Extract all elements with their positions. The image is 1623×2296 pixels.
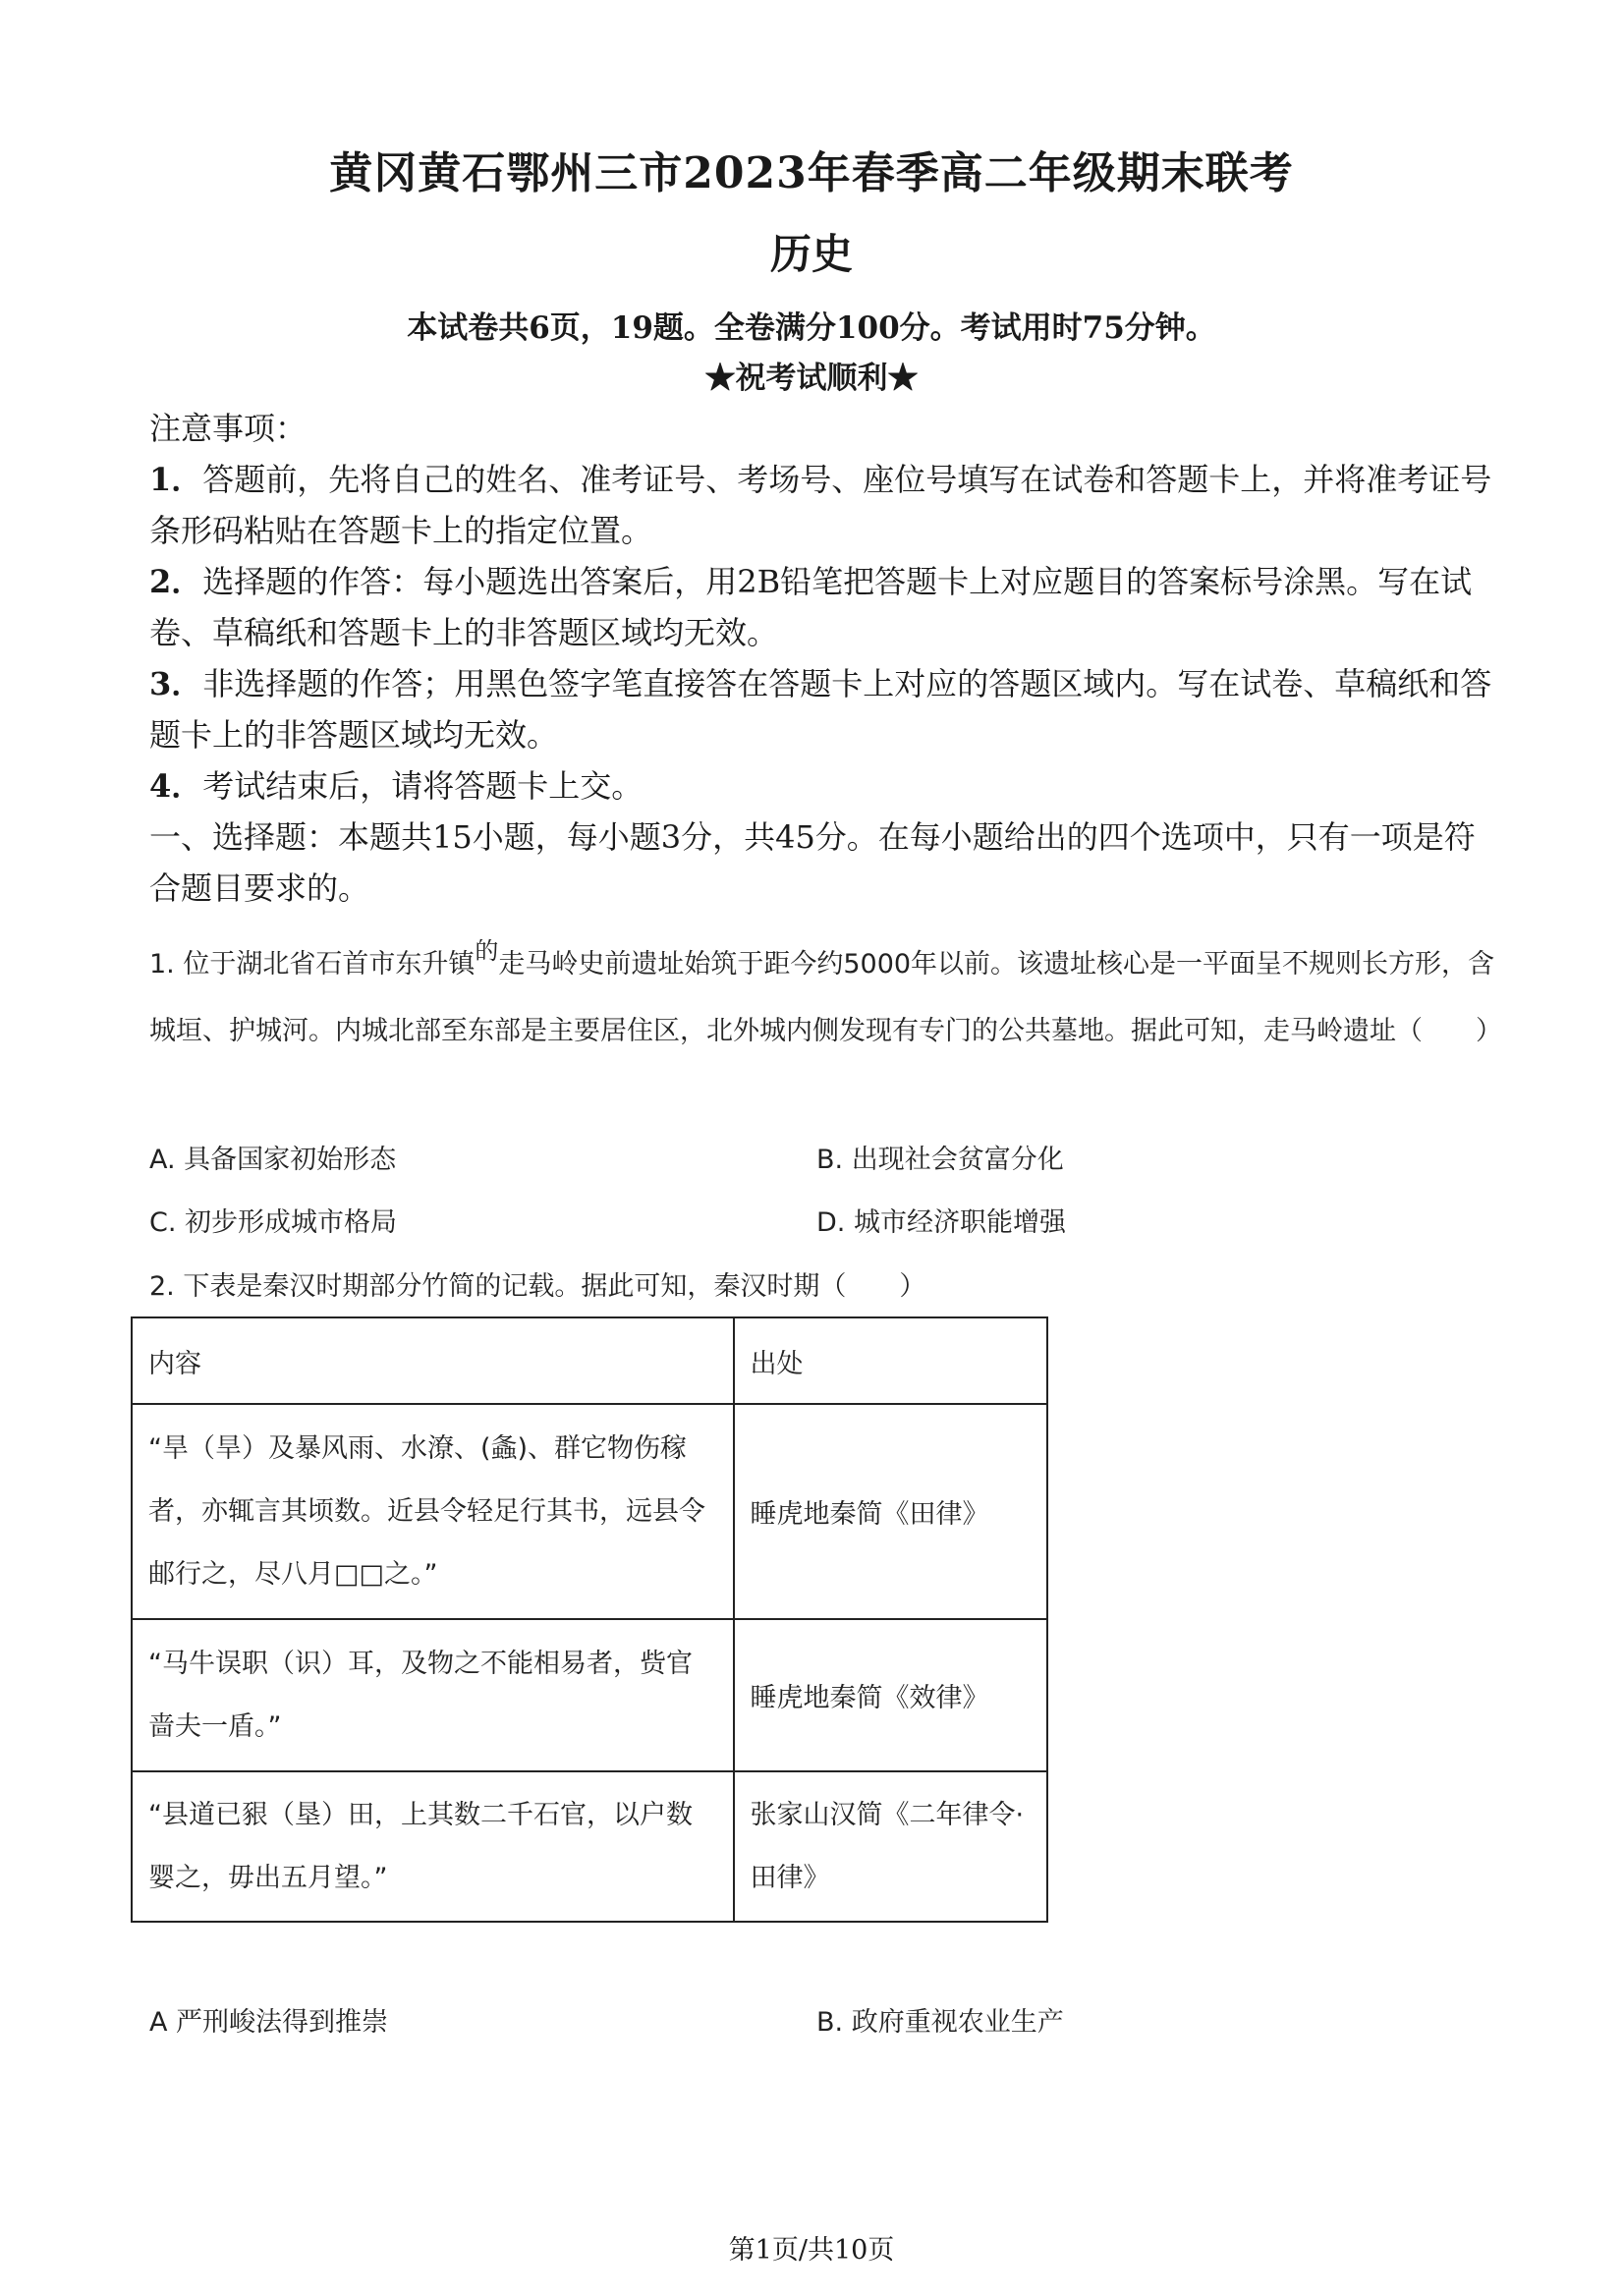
question-2-stem: 2. 下表是秦汉时期部分竹简的记载。据此可知，秦汉时期（ ） [149, 1271, 926, 1302]
notes-item-number: 3． [149, 665, 203, 702]
table-cell-source: 张家山汉简《二年律令·田律》 [734, 1771, 1047, 1922]
table-row [132, 1771, 1047, 1922]
table-cell-source: 睡虎地秦简《田律》 [734, 1404, 1047, 1619]
q2-option-a: A 严刑峻法得到推崇 [149, 2007, 389, 2038]
section-heading: 一、选择题：本题共15小题，每小题3分，共45分。在每小题给出的四个选项中，只有一项是符合题目要求的。 [149, 818, 1476, 907]
notes-item-text: 选择题的作答：每小题选出答案后，用2B铅笔把答题卡上对应题目的答案标号涂黑。写在试卷、草稿纸和答题卡上的非答题区域均无效。 [149, 563, 1473, 651]
q2-table [131, 1316, 1048, 1923]
notes-item-4 [149, 760, 1497, 812]
question-1-stem [149, 931, 1502, 1064]
notes-heading: 注意事项： [149, 410, 308, 447]
q1-option-a: A. 具备国家初始形态 [149, 1145, 397, 1175]
notes-item-text: 答题前，先将自己的姓名、准考证号、考场号、座位号填写在试卷和答题卡上，并将准考证号条形码粘贴在答题卡上的指定位置。 [149, 461, 1492, 549]
table-cell-content: “县道已豤（垦）田，上其数二千石官，以户数婴之，毋出五月望。” [132, 1771, 734, 1922]
q1-text-before: 1. 位于湖北省石首市东升镇 [149, 949, 476, 980]
table-header-row [132, 1317, 1047, 1404]
q1-option-d: D. 城市经济职能增强 [816, 1207, 1066, 1238]
q1-option-c: C. 初步形成城市格局 [149, 1207, 398, 1238]
q1-text-after: 走马岭史前遗址始筑于距今约5000年以前。该遗址核心是一平面呈不规则长方形，含城垣、护城河。内城北部至东部是主要居住区，北外城内侧发现有专门的公共墓地。据此可知，走马岭遗址（ ） [149, 949, 1502, 1046]
table-cell-content: “旱（旱）及暴风雨、水潦、(螽)、群它物伤稼者，亦辄言其顷数。近县令轻足行其书，远县令邮行之，尽八月□□之。” [132, 1404, 734, 1619]
table-header-content: 内容 [132, 1317, 734, 1404]
exam-subject: 历史 [769, 230, 853, 278]
notes-item-1 [149, 454, 1497, 556]
table-row [132, 1404, 1047, 1619]
table-cell-source: 睡虎地秦简《效律》 [734, 1619, 1047, 1771]
q1-superscript: 的 [475, 937, 499, 965]
notes-item-text: 非选择题的作答；用黑色签字笔直接答在答题卡上对应的答题区域内。写在试卷、草稿纸和答题卡上的非答题区域均无效。 [149, 665, 1492, 754]
notes-item-2 [149, 556, 1497, 658]
notes-item-number: 4． [149, 767, 203, 805]
table-cell-content: “马牛误职（识）耳，及物之不能相易者，赀官啬夫一盾。” [132, 1619, 734, 1771]
q1-option-b: B. 出现社会贫富分化 [816, 1145, 1064, 1175]
notes-item-number: 2． [149, 563, 203, 600]
table-header-source: 出处 [734, 1317, 1047, 1404]
exam-title: 黄冈黄石鄂州三市2023年春季高二年级期末联考 [329, 148, 1294, 198]
exam-wish: ★祝考试顺利★ [704, 361, 919, 396]
exam-info: 本试卷共6页，19题。全卷满分100分。考试用时75分钟。 [407, 310, 1216, 346]
notes-section [149, 403, 1497, 914]
notes-item-text: 考试结束后，请将答题卡上交。 [202, 767, 644, 805]
q2-option-b: B. 政府重视农业生产 [816, 2007, 1064, 2038]
notes-item-3 [149, 658, 1497, 760]
table-row [132, 1619, 1047, 1771]
page-footer: 第1页/共10页 [728, 2235, 895, 2266]
notes-item-number: 1． [149, 461, 203, 498]
